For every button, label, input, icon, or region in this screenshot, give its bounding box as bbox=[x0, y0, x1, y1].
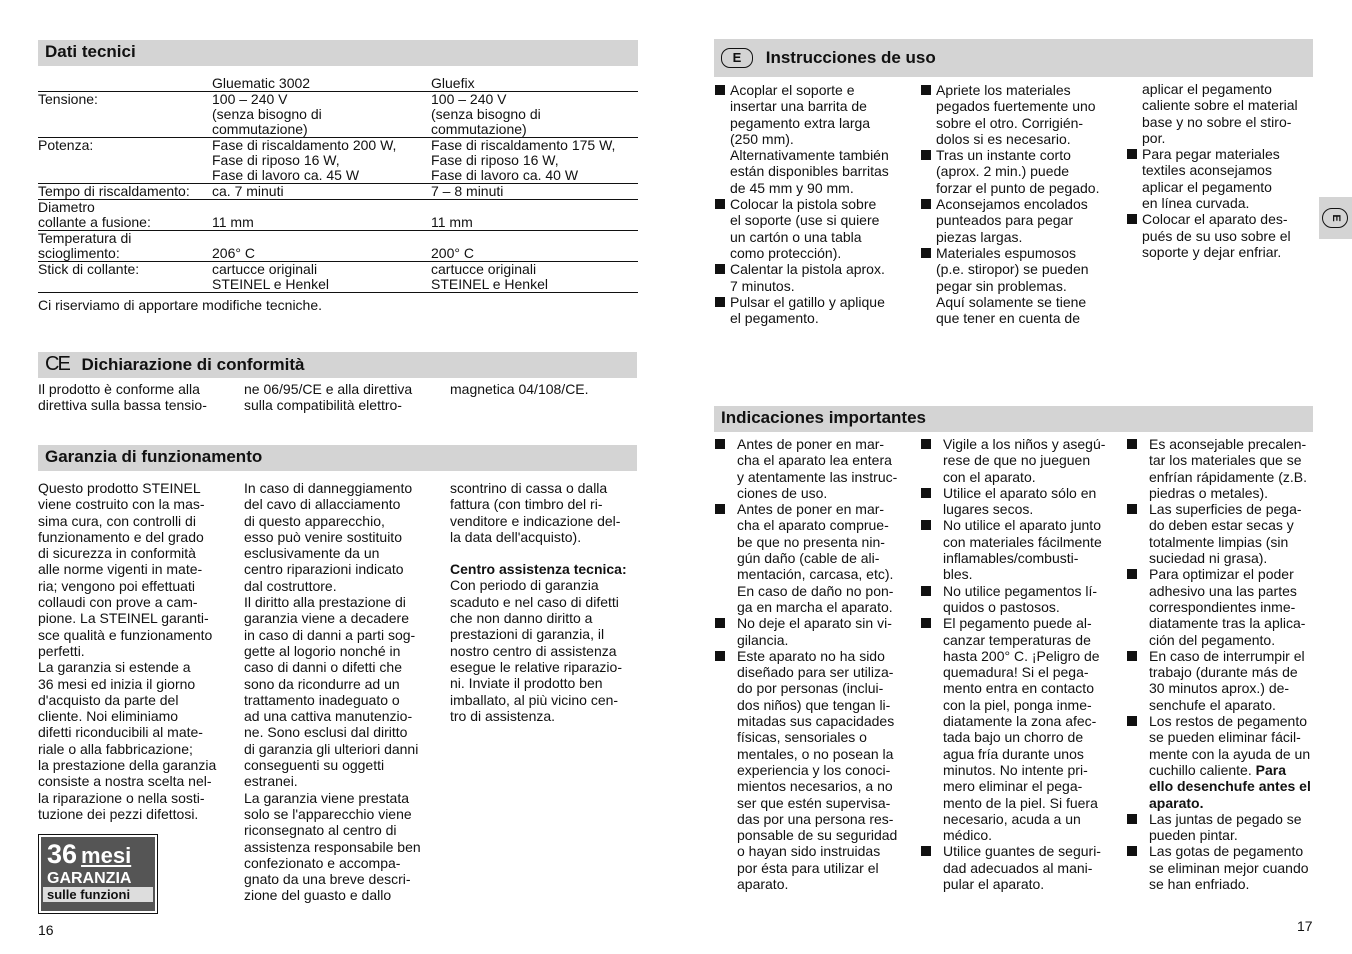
table-row bbox=[38, 138, 638, 184]
tech-data-header bbox=[38, 40, 638, 66]
list-item: Es aconsejable precalen- tar los materiales que se enfrían rápidamente (z.B. piedras o metales). bbox=[1127, 436, 1322, 501]
list-item: Utilice el aparato sólo en lugares secos. bbox=[921, 485, 1116, 518]
tech-note: Ci riserviamo di apportare modifiche tecniche. bbox=[38, 297, 323, 313]
row-label: Tempo di riscaldamento: bbox=[38, 184, 212, 200]
row-value-a: 206° C bbox=[212, 231, 431, 262]
logo-word: mesi bbox=[81, 843, 132, 868]
col-header-gluefix: Gluefix bbox=[431, 75, 475, 91]
list-item: Vigile a los niños y asegú- rese de que no jueguen con el aparato. bbox=[921, 436, 1116, 485]
list-item: No deje el aparato sin vi- gilancia. bbox=[715, 615, 910, 648]
row-value-a: 11 mm bbox=[212, 200, 431, 231]
list-item: Acoplar el soporte e insertar una barrita de pegamento extra larga (250 mm). Alternativamente también están disponibles barritas de 45 mm y 90 mm. bbox=[715, 82, 910, 196]
list-item-continued: aplicar el pegamento caliente sobre el material base y no sobre el stiro- por. bbox=[1142, 81, 1298, 146]
instructions-title: Instrucciones de uso bbox=[765, 48, 936, 67]
warranty-col2: In caso di danneggiamento del cavo di allacciamento di questo apparecchio, esso può venire sostituito esclusivamente da un centro riparazioni indicato dal costruttore. Il diritto alla prestazione di garanzia viene a decadere in caso di danni a parti sog- gette al logorio nonché in caso di danni o difetti che sono da ricondurre ad un trattamento inadeguato o ad una cattiva manutenzio- ne. Sono esclusi dal diritto di garanzia gli ulteriori danni conseguenti su oggetti estranei. La garanzia viene prestata solo se l'apparecchio viene riconsegnato al centro di assistenza responsabile ben confezionato e accompa- gnato da una breve descri- zione del guasto e dallo bbox=[244, 480, 421, 904]
row-label: Temperatura di scioglimento: bbox=[38, 231, 212, 262]
logo-line2: GARANZIA bbox=[47, 870, 132, 887]
ce-mark-icon: CE bbox=[45, 353, 69, 375]
instructions-col2 bbox=[921, 82, 1116, 326]
table-row bbox=[38, 262, 638, 293]
instructions-header bbox=[714, 39, 1313, 77]
language-side-tab bbox=[1319, 197, 1352, 239]
conformity-header bbox=[38, 352, 637, 378]
list-item: Las gotas de pegamento se eliminan mejor cuando se han enfriado. bbox=[1127, 843, 1322, 892]
instructions-col3 bbox=[1127, 81, 1317, 260]
list-item: Antes de poner en mar- cha el aparato comprue- be que no presenta nin- gún daño (cable de ali- mentación, carcasa, etc). En caso de daño no pon- ga en marcha el aparato. bbox=[715, 501, 910, 615]
table-row bbox=[38, 92, 638, 138]
important-col1 bbox=[715, 436, 910, 892]
important-col2 bbox=[921, 436, 1116, 892]
row-value-b: Fase di riscaldamento 175 W, Fase di riposo 16 W, Fase di lavoro ca. 40 W bbox=[431, 138, 638, 184]
warranty-col3 bbox=[450, 480, 650, 724]
page-number-left: 16 bbox=[38, 922, 54, 938]
language-badge-icon: E bbox=[721, 48, 753, 68]
list-item-bold-text: Para ello desenchufe antes el aparato. bbox=[1149, 761, 1311, 811]
row-label: Potenza: bbox=[38, 138, 212, 184]
service-title: Centro assistenza tecnica: bbox=[450, 561, 627, 578]
row-label: Tensione: bbox=[38, 92, 212, 138]
row-label: Stick di collante: bbox=[38, 262, 212, 293]
conformity-col2: ne 06/95/CE e alla direttiva sulla compatibilità elettro- bbox=[244, 381, 413, 414]
important-col3 bbox=[1127, 436, 1322, 892]
row-value-b: cartucce originali STEINEL e Henkel bbox=[431, 262, 638, 293]
logo-number: 36 bbox=[47, 839, 78, 869]
row-value-b: 200° C bbox=[431, 231, 638, 262]
list-item bbox=[1127, 713, 1322, 811]
row-label: Diametro collante a fusione: bbox=[38, 200, 212, 231]
row-value-a: 100 – 240 V (senza bisogno di commutazione) bbox=[212, 92, 431, 138]
list-item: Calentar la pistola aprox. 7 minutos. bbox=[715, 261, 910, 294]
important-title: Indicaciones importantes bbox=[721, 408, 926, 427]
table-row bbox=[38, 184, 638, 200]
important-header bbox=[714, 406, 1313, 432]
list-item: Pulsar el gatillo y aplique el pegamento. bbox=[715, 294, 910, 327]
list-item: Aconsejamos encolados punteados para pegar piezas largas. bbox=[921, 196, 1116, 245]
tech-table-header-row bbox=[38, 76, 638, 92]
row-value-b: 11 mm bbox=[431, 200, 638, 231]
warranty-header bbox=[38, 445, 637, 471]
list-item: Este aparato no ha sido diseñado para ser utiliza- do por personas (inclui- dos niños) que tengan li- mitadas sus capacidades físicas, sensoriales o mentales, o no posean la experiencia y los conoci- mientos necesarios, a no ser que estén supervisa- das por una persona res- ponsable de su seguridad o hayan sido instruidas por ésta para utilizar el aparato. bbox=[715, 648, 910, 892]
row-value-b: 7 – 8 minuti bbox=[431, 184, 638, 200]
table-row bbox=[38, 231, 638, 262]
tech-data-table bbox=[38, 76, 638, 293]
list-item: Colocar el aparato des- pués de su uso sobre el soporte y dejar enfriar. bbox=[1127, 211, 1317, 260]
warranty-col1: Questo prodotto STEINEL viene costruito con la mas- sima cura, con controlli di funzionamento e del grado di sicurezza in conformità alle norme vigenti in mate- ria; vengono poi effettuati collaudi con prove a cam- pione. La STEINEL garanti- sce qualità e funzionamento perfetti. La garanzia si estende a 36 mesi ed inizia il giorno d'acquisto da parte del cliente. Noi eliminiamo difetti riconducibili al mate- riale o alla fabbricazione; la prestazione della garanzia consiste a nostra scelta nel- la riparazione o nella sosti- tuzione dei pezzi difettosi. bbox=[38, 480, 217, 822]
list-item: Utilice guantes de seguri- dad adecuados al mani- pular el aparato. bbox=[921, 843, 1116, 892]
row-value-a: Fase di riscaldamento 200 W, Fase di riposo 16 W, Fase di lavoro ca. 45 W bbox=[212, 138, 431, 184]
list-item: Para pegar materiales textiles aconsejamos aplicar el pegamento en línea curvada. bbox=[1127, 146, 1317, 211]
conformity-col1: Il prodotto è conforme alla direttiva sulla bassa tensio- bbox=[38, 381, 207, 414]
list-item: Apriete los materiales pegados fuertemente uno sobre el otro. Corrigién- dolos si es necesario. bbox=[921, 82, 1116, 147]
list-item: En caso de interrumpir el trabajo (durante más de 30 minutos aprox.) de- senchufe el aparato. bbox=[1127, 648, 1322, 713]
conformity-col3: magnetica 04/108/CE. bbox=[450, 381, 589, 397]
side-tab-label: E bbox=[1322, 208, 1348, 228]
warranty-logo bbox=[38, 834, 158, 914]
row-value-a: ca. 7 minuti bbox=[212, 184, 431, 200]
warranty-col3-text: scontrino di cassa o dalla fattura (con timbro del ri- venditore e indicazione del- la data dell'acquisto). bbox=[450, 480, 621, 545]
service-text: Con periodo di garanzia scaduto e nel caso di difetti che non danno diritto a prestazioni di garanzia, il nostro centro di assistenza esegue le relative riparazio- ni. Inviate il prodotto ben imballato, al più vicino cen- tro di assistenza. bbox=[450, 577, 622, 724]
list-item: Para optimizar el poder adhesivo una las partes correspondientes inme- diatamente tras la aplica- ción del pegamento. bbox=[1127, 566, 1322, 647]
list-item: Antes de poner en mar- cha el aparato lea entera y atentamente las instruc- ciones de uso. bbox=[715, 436, 910, 501]
col-header-gluematic: Gluematic 3002 bbox=[212, 75, 311, 91]
list-item: No utilice el aparato junto con materiales fácilmente inflamables/combusti- bles. bbox=[921, 517, 1116, 582]
list-item: Tras un instante corto (aprox. 2 min.) puede forzar el punto de pegado. bbox=[921, 147, 1116, 196]
list-item-text: Los restos de pegamento se pueden eliminar fácil- mente con la ayuda de un cuchillo caliente. bbox=[1149, 713, 1311, 778]
list-item: No utilice pegamentos lí- quidos o pastosos. bbox=[921, 583, 1116, 616]
warranty-title: Garanzia di funzionamento bbox=[45, 447, 263, 466]
list-item: Colocar la pistola sobre el soporte (use si quiere un cartón o una tabla como protección). bbox=[715, 196, 910, 261]
page-number-right: 17 bbox=[1297, 918, 1313, 934]
table-row bbox=[38, 200, 638, 231]
conformity-title: Dichiarazione di conformità bbox=[81, 355, 305, 374]
list-item: Las superficies de pega- do deben estar secas y totalmente limpias (sin suciedad ni grasa). bbox=[1127, 501, 1322, 566]
list-item: Materiales espumosos (p.e. stiropor) se pueden pegar sin problemas. Aquí solamente se tiene que tener en cuenta de bbox=[921, 245, 1116, 326]
logo-line3: sulle funzioni bbox=[43, 887, 153, 902]
list-item: Las juntas de pegado se pueden pintar. bbox=[1127, 811, 1322, 844]
tech-data-title: Dati tecnici bbox=[45, 42, 136, 61]
instructions-col1 bbox=[715, 82, 910, 326]
row-value-a: cartucce originali STEINEL e Henkel bbox=[212, 262, 431, 293]
list-item: El pegamento puede al- canzar temperaturas de hasta 200° C. ¡Peligro de quemadura! Si el pega- mento entra en contacto con la piel, ponga inme- diatamente la zona afec- tada bajo un chorro de agua fría durante unos minutos. No intente pri- mero eliminar el pega- mento de la piel. Si fuera necesario, acuda a un médico. bbox=[921, 615, 1116, 843]
row-value-b: 100 – 240 V (senza bisogno di commutazione) bbox=[431, 92, 638, 138]
